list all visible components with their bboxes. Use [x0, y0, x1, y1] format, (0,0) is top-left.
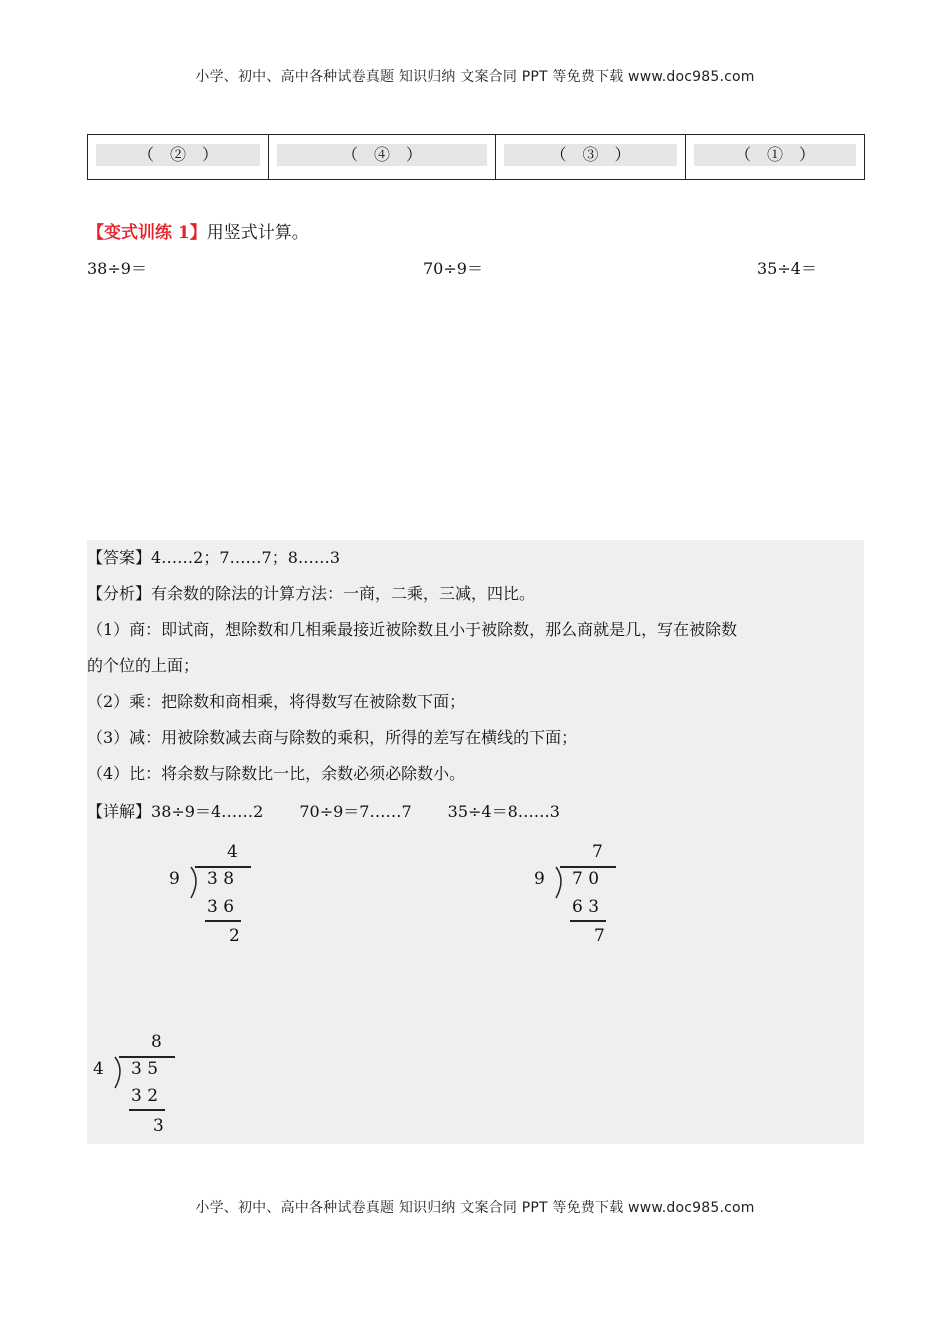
problem-1: 38÷9＝	[87, 259, 147, 278]
quotient: 7	[592, 842, 603, 862]
divisor: 4	[93, 1059, 104, 1079]
detail-line	[87, 799, 596, 822]
page-header: 小学、初中、高中各种试卷真题 知识归纳 文案合同 PPT 等免费下载 www.doc985.com	[195, 69, 755, 85]
divisor: 9	[169, 869, 180, 889]
analysis-step-4: （4）比：将余数与除数比一比，余数必须必除数小。	[87, 764, 466, 783]
detail-item: 70÷9＝7……7	[299, 802, 412, 821]
option-cell	[88, 135, 269, 180]
analysis-step-3: （3）减：用被除数减去商与除数的乘积，所得的差写在横线的下面；	[87, 728, 578, 747]
detail-label: 【详解】	[87, 802, 152, 821]
answer-options-table	[87, 134, 865, 180]
product: 3 2	[131, 1086, 159, 1106]
product: 3 6	[207, 897, 235, 917]
analysis-step-2: （2）乘：把除数和商相乘，将得数写在被除数下面；	[87, 692, 466, 711]
subtraction-bar	[129, 1109, 165, 1111]
option-cell	[496, 135, 686, 180]
divisor: 9	[534, 869, 545, 889]
remainder: 3	[153, 1116, 164, 1136]
detail-item: 38÷9＝4……2	[151, 802, 264, 821]
option-cell	[269, 135, 496, 180]
remainder: 7	[594, 926, 605, 946]
long-division-3	[91, 1032, 211, 1142]
division-bracket	[113, 1056, 127, 1090]
exercise-tag: 【变式训练 1】	[87, 223, 207, 243]
division-bar	[195, 866, 251, 868]
analysis-title: 【分析】有余数的除法的计算方法：一商，二乘，三减，四比。	[87, 584, 536, 603]
division-bracket	[554, 866, 568, 900]
option-value: （ ③ ）	[504, 144, 677, 166]
long-division-2	[532, 840, 652, 950]
division-bar	[560, 866, 616, 868]
answer-section	[87, 540, 864, 1144]
option-cell	[686, 135, 865, 180]
problem-3: 35÷4＝	[757, 259, 817, 278]
quotient: 8	[151, 1032, 162, 1052]
remainder: 2	[229, 926, 240, 946]
subtraction-bar	[205, 920, 241, 922]
option-value: （ ② ）	[96, 144, 260, 166]
problem-2: 70÷9＝	[423, 259, 483, 278]
analysis-step-1-cont: 的个位的上面；	[87, 656, 200, 675]
dividend: 3 5	[131, 1059, 159, 1079]
answer-line: 【答案】4……2；7……7；8……3	[87, 548, 341, 567]
dividend: 3 8	[207, 869, 235, 889]
analysis-step-1: （1）商：即试商，想除数和几相乘最接近被除数且小于被除数，那么商就是几，写在被除数	[87, 620, 738, 639]
detail-item: 35÷4＝8……3	[447, 802, 560, 821]
quotient: 4	[227, 842, 238, 862]
exercise-instruction: 用竖式计算。	[206, 223, 309, 243]
product: 6 3	[572, 897, 600, 917]
division-bar	[119, 1056, 175, 1058]
subtraction-bar	[570, 920, 606, 922]
option-value: （ ① ）	[694, 144, 856, 166]
exercise-heading	[87, 218, 309, 243]
option-value: （ ④ ）	[277, 144, 487, 166]
dividend: 7 0	[572, 869, 600, 889]
page-footer: 小学、初中、高中各种试卷真题 知识归纳 文案合同 PPT 等免费下载 www.doc985.com	[195, 1200, 755, 1216]
division-bracket	[189, 866, 203, 900]
long-division-1	[167, 840, 287, 950]
